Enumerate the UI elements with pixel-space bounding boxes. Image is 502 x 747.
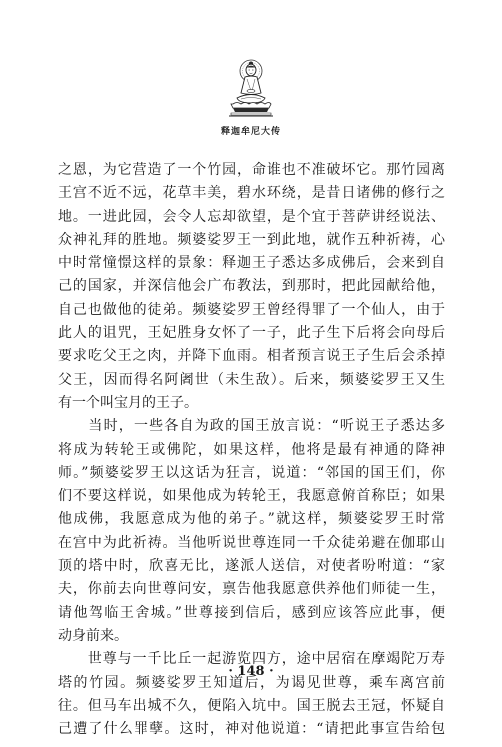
text-line: 在宫中为此祈祷。当他听说世尊连同一千众徒弟避在伽耶山 — [58, 534, 445, 551]
text-line: 顶的塔中时，欣喜无比，遂派人送信，对使者吩咐道：“家 — [58, 558, 445, 575]
text-line: 动身前来。 — [58, 627, 128, 644]
text-line: 己的国家，并深信他会广布教法，到那时，把此园献给他， — [58, 278, 445, 295]
text-line: 有一个叫宝月的王子。 — [58, 394, 198, 411]
page-number: · 148 · — [228, 664, 274, 679]
text-line: 之恩，为它营造了一个竹园，命谁也不准破坏它。那竹园离 — [58, 162, 445, 178]
text-line: 将成为转轮王或佛陀，如果这样，他将是最有神通的降神 — [58, 441, 445, 458]
text-line: 请他驾临王舍城。”世尊接到信后，感到应该答应此事，便 — [58, 604, 445, 621]
text-line: 往。但马车出城不久，便陷入坑中。国王脱去王冠，怀疑自 — [58, 697, 445, 714]
text-line: 世尊与一千比丘一起游览四方，途中居宿在摩竭陀万寿 — [58, 651, 445, 668]
page-body — [58, 159, 445, 741]
text-line: 此人的诅咒，王妃胜身女怀了一子，此子生下后将会向母后 — [58, 325, 445, 342]
text-line: 地。一进此园，会令人忘却欲望，是个宜于菩萨讲经说法、 — [58, 208, 445, 225]
text-line: 父王，因而得名阿阇世（未生敌）。后来，频婆娑罗王又生 — [58, 371, 445, 388]
text-line: 们不要这样说，如果他成为转轮王，我愿意俯首称臣；如果 — [58, 488, 445, 505]
text-line: 夫，你前去向世尊问安，禀告他我愿意供养他们师徒一生， — [58, 581, 445, 598]
text-line: 中时常憧憬这样的景象：释迦王子悉达多成佛后，会来到自 — [58, 255, 445, 272]
text-line: 自己也做他的徒弟。频婆娑罗王曾经得罪了一个仙人，由于 — [58, 301, 445, 318]
chapter-header — [0, 58, 502, 137]
text-line: 王宫不近不远，花草丰美，碧水环绕，是昔日诸佛的修行之 — [58, 185, 445, 202]
seated-buddha-illustration — [225, 58, 277, 120]
text-line: 己遭了什么罪孽。这时，神对他说道：“请把此事宣告给包 — [58, 721, 445, 738]
text-line: 他成佛，我愿意成为他的弟子。”就这样，频婆娑罗王时常 — [58, 511, 445, 528]
text-line: 当时，一些各自为政的国王放言说：“听说王子悉达多 — [58, 418, 445, 435]
book-title-caption: 释迦牟尼大传 — [220, 127, 281, 137]
text-line: 众神礼拜的胜地。频婆娑罗王一到此地，就作五种祈祷，心 — [58, 231, 445, 248]
text-line: 塔的竹园。频婆娑罗王知道后，为谒见世尊，乘车离宫前 — [58, 674, 445, 691]
text-line: 师。”频婆娑罗王以这话为狂言，说道：“邻国的国王们，你 — [58, 464, 445, 481]
text-line: 要求吃父王之肉，并降下血雨。相者预言说王子生后会杀掉 — [58, 348, 445, 365]
